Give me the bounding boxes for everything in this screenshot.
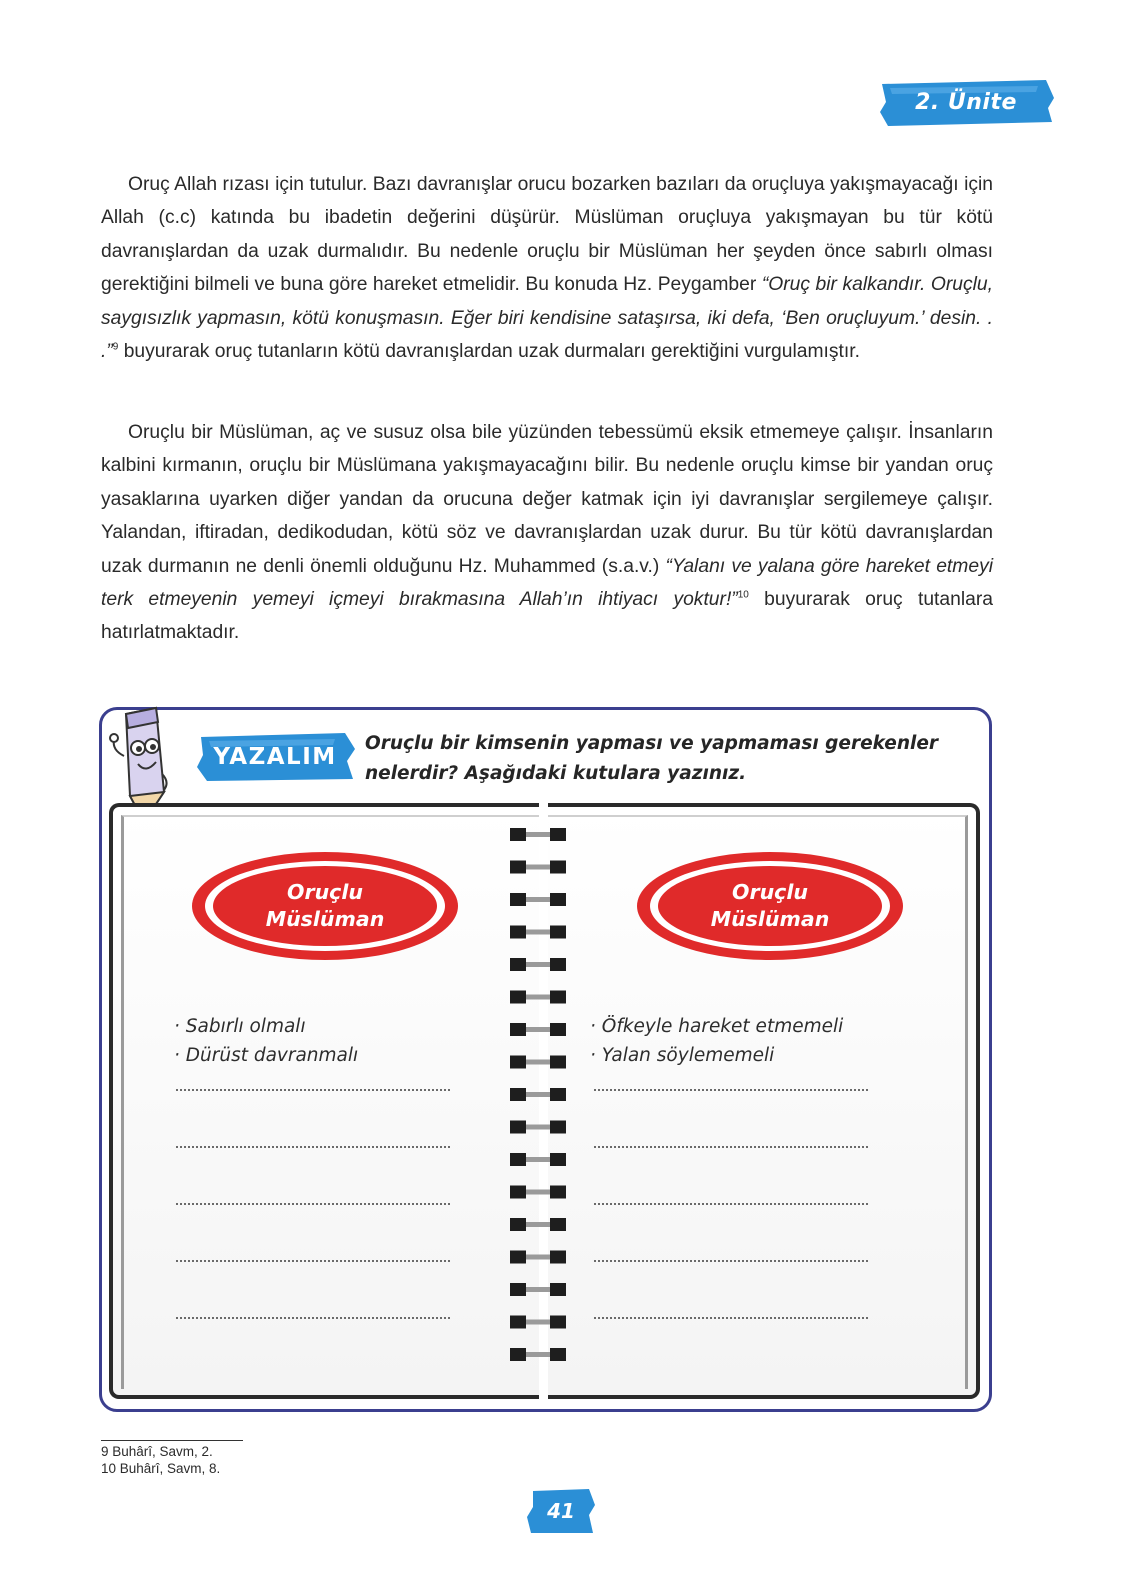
paragraph-2: [101, 416, 993, 650]
right-list: [590, 1012, 843, 1070]
answer-line[interactable]: [176, 1089, 450, 1091]
spiral-ring-icon: [510, 1283, 566, 1296]
spiral-ring-icon: [510, 893, 566, 906]
spiral-ring-icon: [510, 1218, 566, 1231]
left-oval-line-2: Müslüman: [265, 907, 385, 931]
unit-tab: [878, 78, 1054, 126]
list-item: · Öfkeyle hareket etmemeli: [590, 1016, 844, 1037]
activity-question: [365, 729, 965, 789]
left-oval-line-1: Oruçlu: [287, 880, 363, 904]
spiral-binding-icon: [504, 822, 574, 1382]
answer-line[interactable]: [594, 1317, 868, 1319]
paragraph-1-text-b: buyurarak oruç tutanların kötü davranışlardan uzak durmaları gerektiğini vurgulamıştır.: [118, 341, 860, 363]
spiral-ring-icon: [510, 1153, 566, 1166]
spiral-ring-icon: [510, 1088, 566, 1101]
answer-line[interactable]: [176, 1317, 450, 1319]
right-oval-line-2: Müslüman: [710, 907, 830, 931]
spiral-ring-icon: [510, 1316, 566, 1329]
paragraph-2-quote: “Yalanı ve yalana göre hareket etmeyi terk etmeyenin yemeyi içmeyi bırakmasına Allah’ın ihtiyacı yoktur!”: [101, 555, 993, 611]
answer-line[interactable]: [594, 1260, 868, 1262]
list-item: · Dürüst davranmalı: [174, 1045, 359, 1066]
answer-line[interactable]: [176, 1260, 450, 1262]
unit-label: 2. Ünite: [915, 89, 1017, 115]
spiral-ring-icon: [510, 828, 566, 841]
spiral-ring-icon: [510, 991, 566, 1004]
question-line-2: nelerdir? Aşağıdaki kutulara yazınız.: [365, 763, 747, 784]
left-oval-badge: [190, 850, 460, 962]
left-list: [174, 1012, 358, 1070]
spiral-ring-icon: [510, 1186, 566, 1199]
spiral-ring-icon: [510, 1348, 566, 1361]
paragraph-2-text-a: Oruçlu bir Müslüman, aç ve susuz olsa bile yüzünden tebessümü eksik etmemeye çalışır. İnsanların kalbini kırmanın, oruçlu bir Müslümana yakışmayacağını bilir. Bu nedenle oruçlu kimse bir yandan oruç yasaklarına uyarken diğer yandan da orucuna değer katmak için iyi davranışlar sergilemeye çalışır. Yalandan, iftiradan, dedikodudan, kötü söz ve davranışlardan uzak durur. Bu tür kötü davranışlardan uzak durmanın ne denli önemli olduğunu Hz. Muhammed (s.a.v.): [101, 422, 993, 577]
question-line-1: Oruçlu bir kimsenin yapması ve yapmaması gerekenler: [365, 733, 939, 754]
answer-line[interactable]: [594, 1089, 868, 1091]
spiral-ring-icon: [510, 1251, 566, 1264]
yazalim-label: YAZALIM: [213, 744, 337, 770]
spiral-ring-icon: [510, 1056, 566, 1069]
paragraph-1: [101, 168, 993, 368]
right-oval-badge: [635, 850, 905, 962]
answer-line[interactable]: [176, 1146, 450, 1148]
answer-line[interactable]: [594, 1203, 868, 1205]
paragraph-2-text-b: buyurarak oruç tutanlara hatırlatmaktadır.: [101, 589, 994, 644]
yazalim-badge: [195, 731, 355, 783]
list-item: · Yalan söylememeli: [590, 1045, 775, 1066]
paragraph-1-quote: “Oruç bir kalkandır. Oruçlu, saygısızlık yapmasın, kötü konuşmasın. Eğer biri kendisine sataşırsa, iki defa, ‘Ben oruçluyum.’ desin. . .”: [101, 274, 993, 363]
spiral-ring-icon: [510, 1121, 566, 1134]
footnote-10: 10 Buhârî, Savm, 8.: [101, 1461, 221, 1476]
list-item: · Sabırlı olmalı: [174, 1016, 306, 1037]
footnote-ref-9: 9: [112, 341, 119, 353]
spiral-ring-icon: [510, 861, 566, 874]
footnote-divider: [101, 1440, 243, 1441]
answer-line[interactable]: [594, 1146, 868, 1148]
page-number-badge: [527, 1487, 595, 1535]
spiral-ring-icon: [510, 1023, 566, 1036]
answer-line[interactable]: [176, 1203, 450, 1205]
page-number: 41: [547, 1499, 575, 1523]
right-oval-line-1: Oruçlu: [732, 880, 808, 904]
paragraph-1-text-a: Oruç Allah rızası için tutulur. Bazı davranışlar orucu bozarken bazıları da oruçluya yakışmayacağı için Allah (c.c) katında bu ibadetin değerini düşürür. Müslüman oruçluya yakışmayan bu tür kötü davranışlardan da uzak durmalıdır. Bu nedenle oruçlu bir Müslüman her şeyden önce sabırlı olması gerektiğini bilmeli ve buna göre hareket etmelidir. Bu konuda Hz. Peygamber: [101, 174, 993, 296]
footnote-9: 9 Buhârî, Savm, 2.: [101, 1444, 213, 1459]
spiral-ring-icon: [510, 958, 566, 971]
spiral-ring-icon: [510, 926, 566, 939]
footnote-ref-10: 10: [737, 589, 749, 601]
